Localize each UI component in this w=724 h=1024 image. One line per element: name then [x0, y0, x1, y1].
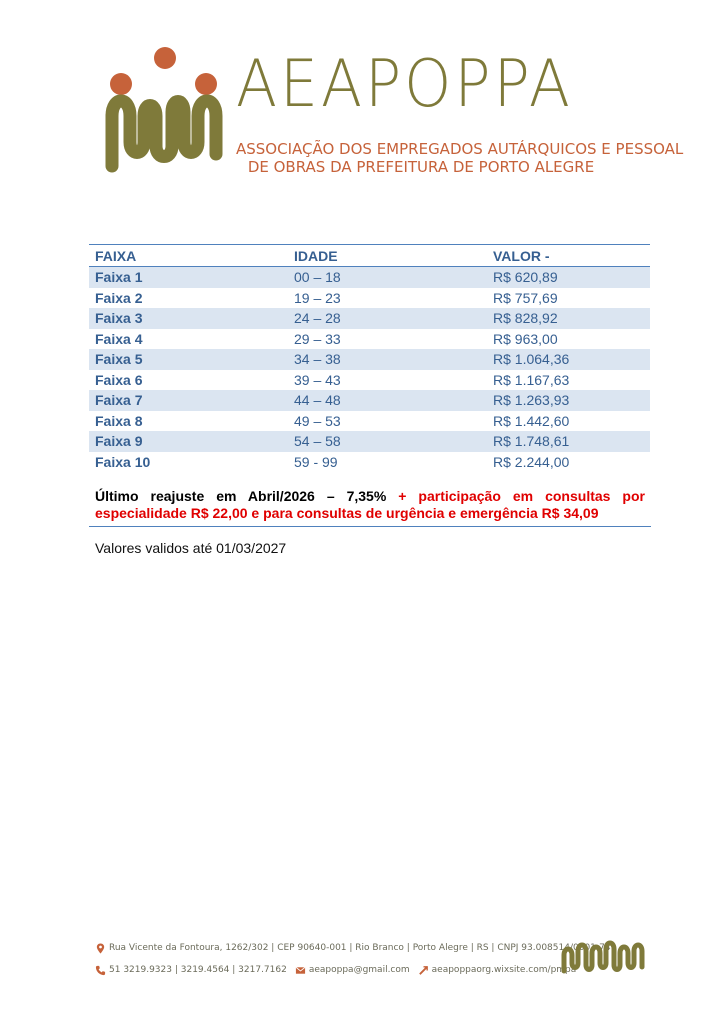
- idade-cell: 39 – 43: [294, 371, 341, 388]
- idade-cell: 29 – 33: [294, 330, 341, 347]
- faixa-cell: Faixa 8: [95, 412, 143, 429]
- footer-address-row: [95, 940, 611, 956]
- footer-logo-icon: [560, 937, 652, 977]
- valor-cell: R$ 1.748,61: [487, 431, 650, 452]
- footer-address: Rua Vicente da Fontoura, 1262/302 | CEP 90640-001 | Rio Branco | Porto Alegre | RS | CNPJ 93.008514/0001-74: [109, 943, 611, 953]
- table-row: [89, 411, 650, 432]
- valor-cell: R$ 1.167,63: [493, 371, 570, 388]
- valor-cell: R$ 1.064,36: [487, 349, 650, 370]
- idade-cell: 19 – 23: [294, 289, 341, 306]
- valor-cell: R$ 757,69: [493, 289, 558, 306]
- faixa-cell: Faixa 3: [89, 308, 288, 329]
- valor-cell: R$ 2.244,00: [493, 453, 570, 470]
- organization-full-name-line-1: ASSOCIAÇÃO DOS EMPREGADOS AUTÁRQUICOS E PESSOAL: [236, 140, 684, 158]
- footer-phones: 51 3219.9323 | 3219.4564 | 3217.7162: [109, 965, 287, 975]
- valor-cell: R$ 963,00: [493, 330, 558, 347]
- email-icon: [295, 965, 306, 976]
- table-row: [89, 370, 650, 391]
- table-row: [89, 349, 650, 370]
- faixa-cell: Faixa 9: [89, 431, 288, 452]
- footer-website[interactable]: aeapoppaorg.wixsite.com/pmpa: [431, 965, 577, 975]
- footer-email[interactable]: aeapoppa@gmail.com: [308, 965, 410, 975]
- idade-cell: 49 – 53: [294, 412, 341, 429]
- table-row: [89, 308, 650, 329]
- column-header-idade: IDADE: [288, 245, 487, 267]
- footer: [95, 940, 611, 978]
- faixa-cell: Faixa 6: [95, 371, 143, 388]
- column-header-valor: VALOR -: [487, 245, 650, 267]
- idade-cell: 00 – 18: [288, 267, 487, 288]
- valor-cell: R$ 620,89: [487, 267, 650, 288]
- faixa-cell: Faixa 2: [95, 289, 143, 306]
- readjustment-note: [89, 486, 651, 527]
- phone-icon: [95, 965, 106, 976]
- link-icon: [418, 965, 429, 976]
- table-row: [89, 329, 650, 350]
- faixa-cell: Faixa 7: [89, 390, 288, 411]
- valor-cell: R$ 1.442,60: [493, 412, 570, 429]
- footer-contact-row: [95, 962, 611, 978]
- organization-name: AEAPOPPA: [236, 46, 573, 123]
- table-row: [89, 452, 650, 473]
- idade-cell: 59 - 99: [294, 453, 338, 470]
- faixa-cell: Faixa 1: [89, 267, 288, 288]
- column-header-faixa: FAIXA: [89, 245, 288, 267]
- readjustment-text: Último reajuste em Abril/2026 – 7,35%: [95, 488, 387, 504]
- table-row: [89, 390, 650, 411]
- valor-cell: R$ 1.263,93: [487, 390, 650, 411]
- table-row: [89, 288, 650, 309]
- validity-date: Valores validos até 01/03/2027: [95, 540, 287, 556]
- faixa-cell: Faixa 10: [95, 453, 151, 470]
- organization-full-name-line-2: DE OBRAS DA PREFEITURA DE PORTO ALEGRE: [247, 158, 595, 176]
- table-row: [89, 431, 650, 452]
- price-table: [89, 244, 650, 472]
- valor-cell: R$ 828,92: [487, 308, 650, 329]
- table-header-row: [89, 245, 650, 267]
- faixa-cell: Faixa 4: [95, 330, 143, 347]
- idade-cell: 54 – 58: [288, 431, 487, 452]
- logo-icon: [104, 46, 226, 178]
- location-pin-icon: [95, 943, 106, 954]
- idade-cell: 44 – 48: [288, 390, 487, 411]
- idade-cell: 34 – 38: [288, 349, 487, 370]
- table-row: [89, 267, 650, 288]
- consultation-fees-text: + participação em consultas por especialidade R$ 22,00 e para consultas de urgência e emergência R$ 34,09: [95, 488, 645, 521]
- faixa-cell: Faixa 5: [89, 349, 288, 370]
- idade-cell: 24 – 28: [288, 308, 487, 329]
